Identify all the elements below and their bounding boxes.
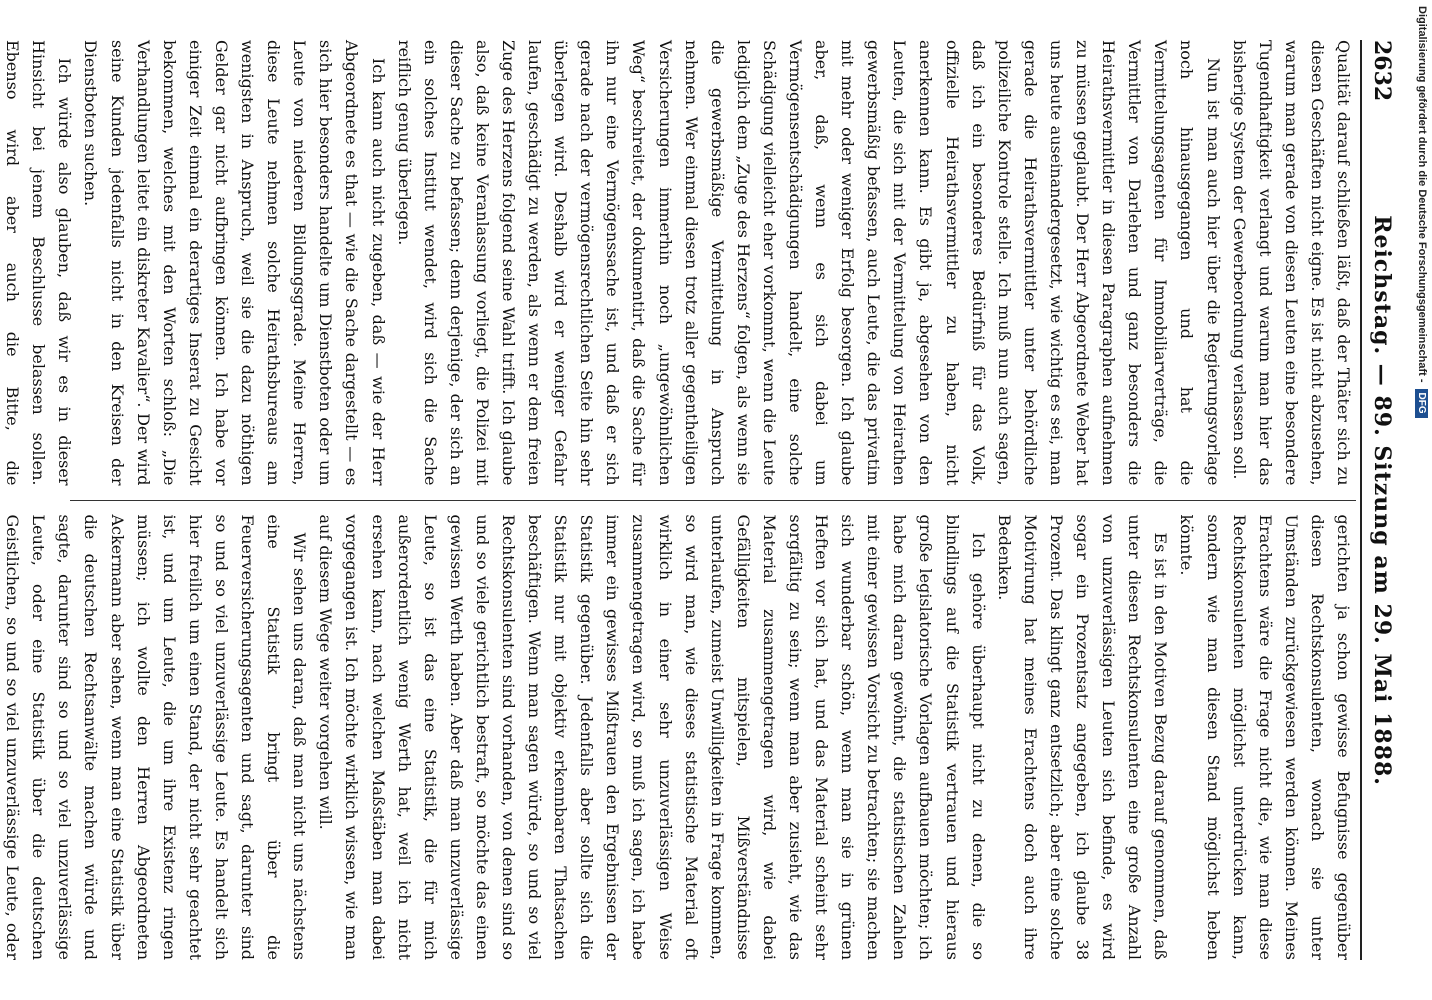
footer-text: Digitalisierung gefördert durch die Deutsche Forschungsgemeinschaft - bbox=[1416, 6, 1428, 383]
paragraph: Ich kann auch nicht zugeben, daß — wie der Herr Abgeordnete es that — wie die Sache dargestellt — es sich hier besonders handelte um Dienstboten oder um Leute von niederen Bildungsgrade. Meine Herren, diese Leute nehmen solche Heirathsbureaus am wenigsten in Anspruch, weil sie die dazu nöthigen Gelder gar nicht aufbringen können. Ich habe vor einiger Zeit einmal ein derartiges Inserat zu Gesicht bekommen, welches mit den Worten schloß: „Die Verhandlungen leitet ein diskreter Kavalier“. Der wird seine Kunden jedenfalls nicht in den Kreisen der Dienstboten suchen. bbox=[81, 40, 388, 486]
text-columns bbox=[3, 40, 1356, 960]
column-divider bbox=[70, 500, 1356, 501]
left-column bbox=[3, 40, 1356, 486]
paragraph: gerichten ja schon gewisse Befugnisse gegenüber diesen Rechtskonsulenten, wonach sie unter Umständen zurückgewiesen werden können. Meines Erachtens wäre die Frage nicht die, wie man diese Rechtskonsulenten möglichst unterdrücken kann, sondern wie man diesen Stand möglichst heben könnte. bbox=[1177, 514, 1353, 960]
dfg-logo: DFG bbox=[1416, 389, 1429, 418]
page-header bbox=[1360, 40, 1402, 960]
paragraph: Wir sehen uns daran, daß man nicht uns nächstens eine Statistik bringt über die Feuerversicherungsagenten und sagt, darunter sind so und so viel unzuverlässige Leute. Es handelt sich hier freilich um einen Stand, der nicht sehr geachtet ist, und um Leute, die um ihre Existenz ringen müssen; ich wollte den Herren Abgeordneten Ackermann aber sehen, wenn man eine Statistik über die deutschen Rechtsanwälte machen würde und sagte, darunter sind so und so viel unzuverlässige Leute, oder eine Statistik über die deutschen Geistlichen, so und so viel unzuverlässige Leute, oder bbox=[3, 514, 310, 960]
paragraph: Es ist in den Motiven Bezug darauf genommen, daß unter diesen Rechtskonsulenten eine große Anzahl von unzuverlässigen Leuten sich befinde, es wird sogar ein Prozentsatz angegeben, ich glaube 38 Prozent. Das klingt ganz entsetzlich; aber eine solche Motivirung hat meines Erachtens doch auch ihre Bedenken. bbox=[994, 514, 1171, 960]
page-number: 2632 bbox=[1369, 40, 1395, 102]
right-column bbox=[3, 514, 1356, 961]
paragraph: Ich gehöre überhaupt nicht zu denen, die so blindlings auf die Statistik vertrauen und hieraus große legislatorische Vorlagen aufbauen möchten; ich habe mich daran gewöhnt, die statistischen Zahlen mit einer gewissen Vorsicht zu betrachten; sie machen sich wunderbar schön, wenn man sie in grünen Heften vor sich hat, und das Material scheint sehr sorgfältig zu sein; wenn man aber zusieht, wie das Material zusammengetragen wird, wie dabei Gefälligkeiten mitspielen, Mißverständnisse unterlaufen, zumeist Unwilligkeiten in Frage kommen, so wird man, wie dieses statistische Material oft wirklich in einer sehr unzuverlässigen Weise zusammengetragen wird, so muß ich sagen, ich habe immer ein gewisses Mißtrauen den Ergebnissen der Statistik gegenüber. Jedenfalls aber sollte sich die Statistik nur mit objektiv erkennbaren Thatsachen beschäftigen. Wenn man sagen würde, so und so viel Rechtskonsulenten sind vorhanden, von denen sind so und so viele gerichtlich bestraft, so möchte das einen gewissen Werth haben. Aber daß man unzuverlässige Leute, so ist das eine Statistik, die für mich außerordentlich wenig Werth hat, weil ich nicht ersehen kann, nach welchen Maßstäben man dabei vorgegangen ist. Ich möchte wirklich wissen, wie man auf diesem Wege weiter vorgehen will. bbox=[316, 514, 988, 960]
paragraph: Qualität darauf schließen läßt, daß der Thäter sich zu diesen Geschäften nicht eigne. Es ist nicht abzusehen, warum man gerade von diesen Leuten eine besondere Tugendhaftigkeit verlangt und warum man hier das bisherige System der Gewerbeordnung verlassen soll. bbox=[1229, 40, 1353, 486]
paragraph: Ich würde also glauben, daß wir es in dieser Hinsicht bei jenem Beschlusse belassen sollen. Ebenso wird aber auch die Bitte, die bbox=[3, 40, 75, 486]
page-title: Reichstag. — 89. Sitzung am 29. Mai 1888. bbox=[1369, 215, 1395, 786]
digitization-footer bbox=[1412, 0, 1432, 1000]
paragraph: Nun ist man auch hier über die Regierungsvorlage noch hinausgegangen und hat die Vermittelungsagenten für Immobiliarverträge, die Vermittler von Darlehen und ganz besonders die Heirathsvermittler in diesen Paragraphen aufnehmen zu müssen geglaubt. Der Herr Abgeordnete Weber hat uns heute auseinandergesetzt, wie wichtig es sei, man gerade die Heirathsvermittler unter behördliche polizeiliche Kontrole stelle. Ich muß nun auch sagen, daß ich ein besonderes Bedürfniß für das Volk, offizielle Heirathsvermittler zu haben, nicht anerkennen kann. Es gibt ja, abgesehen von den Leuten, die sich mit der Vermittelung von Heirathen gewerbsmäßig befassen, auch Leute, die das privatim mit mehr oder weniger Erfolg besorgen. Ich glaube aber, daß, wenn es sich dabei um Vermögensentschädigungen handelt, eine solche Schädigung vielleicht eher vorkommt, wenn die Leute lediglich dem „Zuge des Herzens“ folgen, als wenn sie die gewerbsmäßige Vermittelung in Anspruch nehmen. Wer einmal diesen trotz aller gegentheiligen Versicherungen immerhin noch „ungewöhnlichen Weg“ beschreitet, der dokumentirt, daß die Sache für ihn nur eine Vermögenssache ist, und daß er sich gerade nach der vermögensrechtlichen Seite hin sehr überlegen wird. Deshalb wird er weniger Gefahr laufen, geschädigt zu werden, als wenn er dem freien Zuge des Herzens folgend seine Wahl trifft. Ich glaube also, daß keine Veranlassung vorliegt, die Polizei mit dieser Sache zu befassen; denn derjenige, der sich an ein solches Institut wendet, wird sich die Sache reiflich genug überlegen. bbox=[394, 40, 1223, 486]
